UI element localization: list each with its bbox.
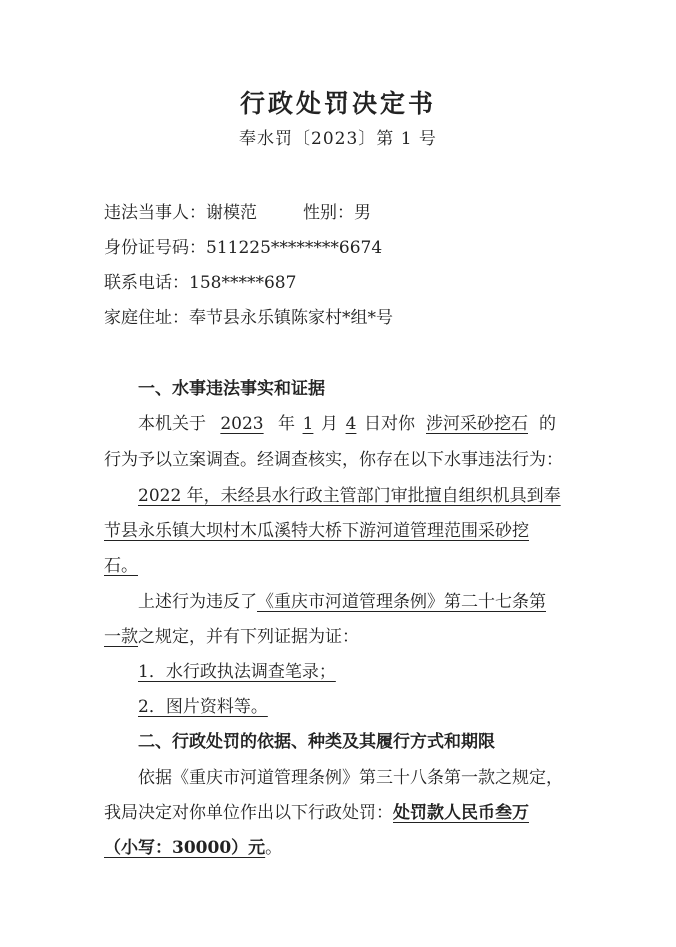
text: 本机关于 [138, 414, 206, 434]
phone-label: 联系电话： [104, 273, 189, 293]
text: 之规定，并有下列证据为证： [138, 627, 359, 647]
law-line2 [104, 622, 359, 647]
text: 。 [265, 838, 283, 858]
party-id: 511225********6674 [206, 238, 383, 258]
text: 日对你 [364, 414, 415, 434]
law-line1 [138, 587, 546, 612]
fact-line3: 石。 [104, 556, 138, 576]
case-month: 1 [302, 414, 314, 434]
text: 的 [539, 414, 556, 434]
party-address-line [104, 303, 393, 328]
case-year: 2023 [220, 414, 264, 434]
party-id-line [104, 233, 382, 258]
address-label: 家庭住址： [104, 308, 189, 328]
text: 我局决定对你单位作出以下行政处罚： [104, 803, 393, 823]
evidence-item-1: 1．水行政执法调查笔录； [138, 662, 336, 682]
party-gender: 男 [354, 203, 371, 223]
party-name: 谢模范 [206, 203, 257, 223]
id-label: 身份证号码： [104, 238, 206, 258]
section2-heading: 二、行政处罚的依据、种类及其履行方式和期限 [138, 732, 495, 752]
penalty-amount-figure: （小写：30000）元 [104, 838, 266, 858]
text: 上述行为违反了 [138, 592, 257, 612]
section1-heading: 一、水事违法事实和证据 [138, 379, 325, 399]
fact-line1: 2022 年，未经县水行政主管部门审批擅自组织机具到奉 [138, 486, 561, 506]
party-name-line [104, 198, 371, 223]
gender-label: 性别： [303, 203, 354, 223]
case-day: 4 [345, 414, 357, 434]
case-behavior: 涉河采砂挖石 [426, 414, 528, 434]
party-phone: 158*****687 [189, 273, 297, 293]
evidence-item-2: 2．图片资料等。 [138, 697, 268, 717]
law-reference: 《重庆市河道管理条例》第二十七条第 [257, 592, 546, 612]
fact-line2: 节县永乐镇大坝村木瓜溪特大桥下游河道管理范围采砂挖 [104, 521, 529, 541]
document-title: 行政处罚决定书 [239, 89, 436, 118]
penalty-line1 [104, 798, 529, 823]
text: 月 [321, 414, 338, 434]
name-label: 违法当事人： [104, 203, 206, 223]
case-line2: 行为予以立案调查。经调查核实，你存在以下水事违法行为： [104, 450, 563, 470]
basis-line: 依据《重庆市河道管理条例》第三十八条第一款之规定， [138, 768, 563, 788]
party-address: 奉节县永乐镇陈家村*组*号 [189, 308, 393, 328]
case-date-line [138, 409, 556, 434]
document-number: 奉水罚〔2023〕第 1 号 [239, 129, 437, 149]
text: 年 [278, 414, 295, 434]
law-reference-cont: 一款 [104, 627, 138, 647]
penalty-line2 [104, 833, 282, 858]
party-phone-line [104, 268, 296, 293]
penalty-amount: 处罚款人民币叁万 [393, 803, 529, 823]
